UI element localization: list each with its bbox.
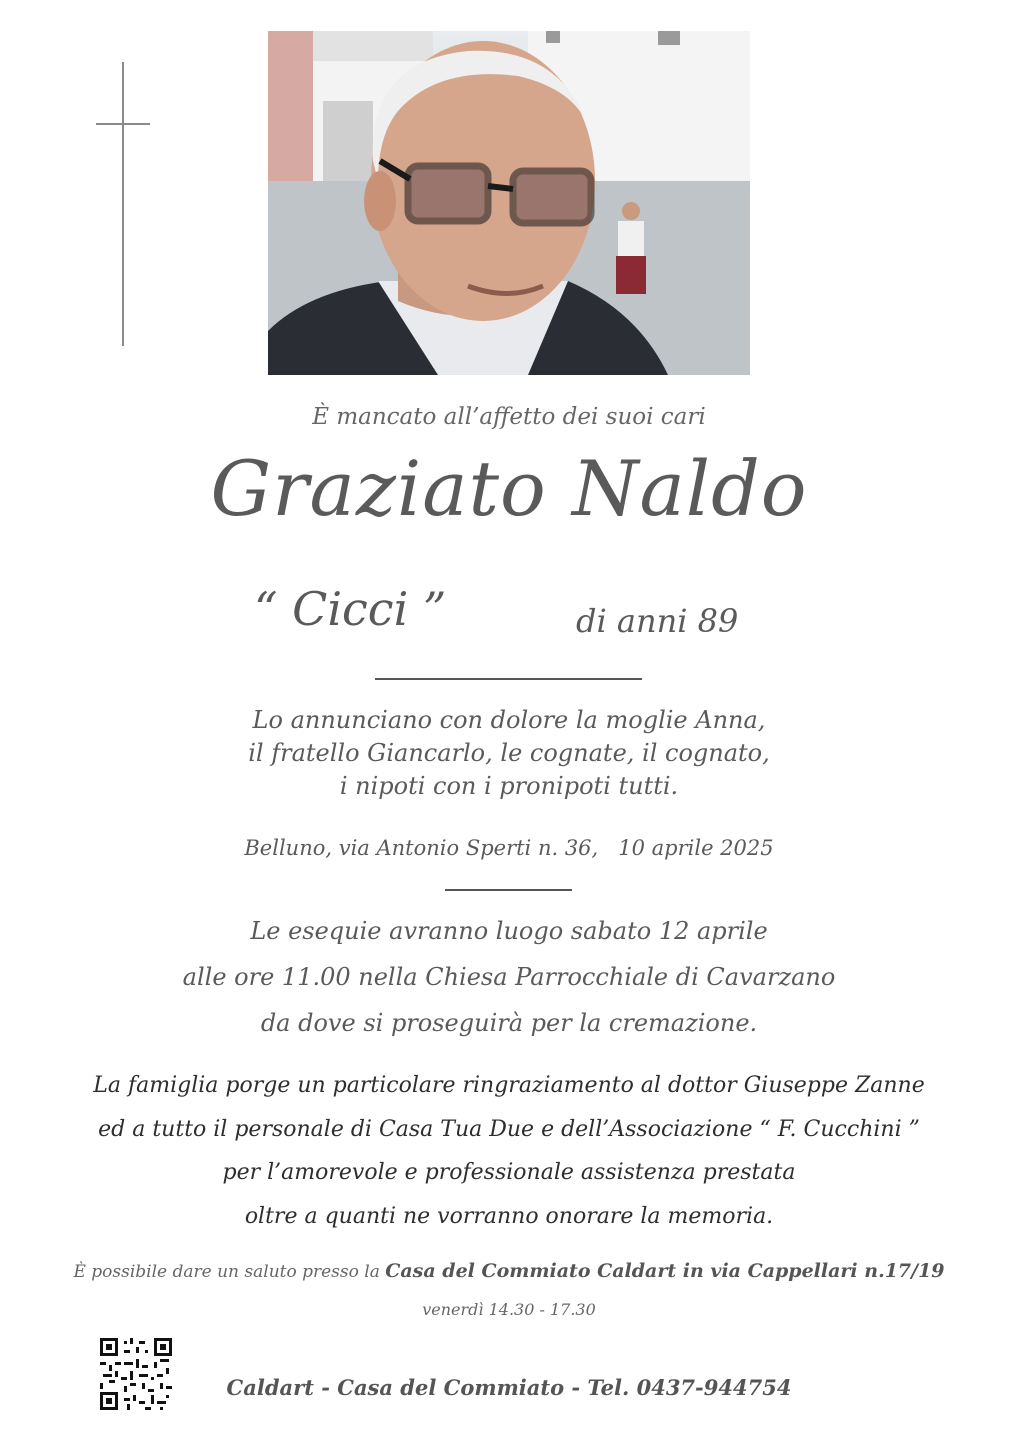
- divider: [445, 889, 572, 891]
- thanks-line: La famiglia porge un particolare ringraziamento al dottor Giuseppe Zanne: [93, 1073, 925, 1098]
- funeral-line: alle ore 11.00 nella Chiesa Parrocchiale di Cavarzano: [182, 963, 836, 991]
- funeral-line: Le esequie avranno luogo sabato 12 aprile: [250, 917, 768, 945]
- deceased-name: Graziato Naldo: [210, 444, 808, 533]
- thanks-line: oltre a quanti ne vorranno onorare la memoria.: [244, 1203, 774, 1229]
- age-text: di anni 89: [576, 602, 739, 640]
- cross-icon-bar: [96, 123, 150, 125]
- visit-hours: venerdì 14.30 - 17.30: [422, 1300, 596, 1319]
- announce-line: il fratello Giancarlo, le cognate, il cognato,: [248, 739, 770, 767]
- portrait-photo: [268, 31, 750, 375]
- funeral-details: [0, 908, 1018, 1046]
- nickname: “ Cicci ”: [254, 582, 447, 636]
- visit-prefix: È possibile dare un saluto presso la: [73, 1262, 380, 1282]
- contact-info: Caldart - Casa del Commiato - Tel. 0437-944754: [226, 1375, 792, 1400]
- thanks-text: [0, 1064, 1018, 1238]
- visit-info: [0, 1260, 1018, 1282]
- funeral-line: da dove si proseguirà per la cremazione.: [260, 1009, 758, 1037]
- thanks-line: ed a tutto il personale di Casa Tua Due e dell’Associazione “ F. Cucchini ”: [98, 1116, 920, 1142]
- announcement-text: [0, 704, 1018, 803]
- intro-text: È mancato all’affetto dei suoi cari: [312, 404, 706, 430]
- thanks-line: per l’amorevole e professionale assistenza prestata: [222, 1160, 796, 1185]
- announce-line: i nipoti con i pronipoti tutti.: [339, 772, 679, 800]
- announce-line: Lo annunciano con dolore la moglie Anna,: [252, 706, 766, 734]
- visit-place: Casa del Commiato Caldart in via Cappellari n.17/19: [385, 1260, 945, 1282]
- cross-icon: [122, 62, 124, 346]
- divider: [375, 678, 642, 680]
- place-date: Belluno, via Antonio Sperti n. 36, 10 aprile 2025: [244, 836, 774, 860]
